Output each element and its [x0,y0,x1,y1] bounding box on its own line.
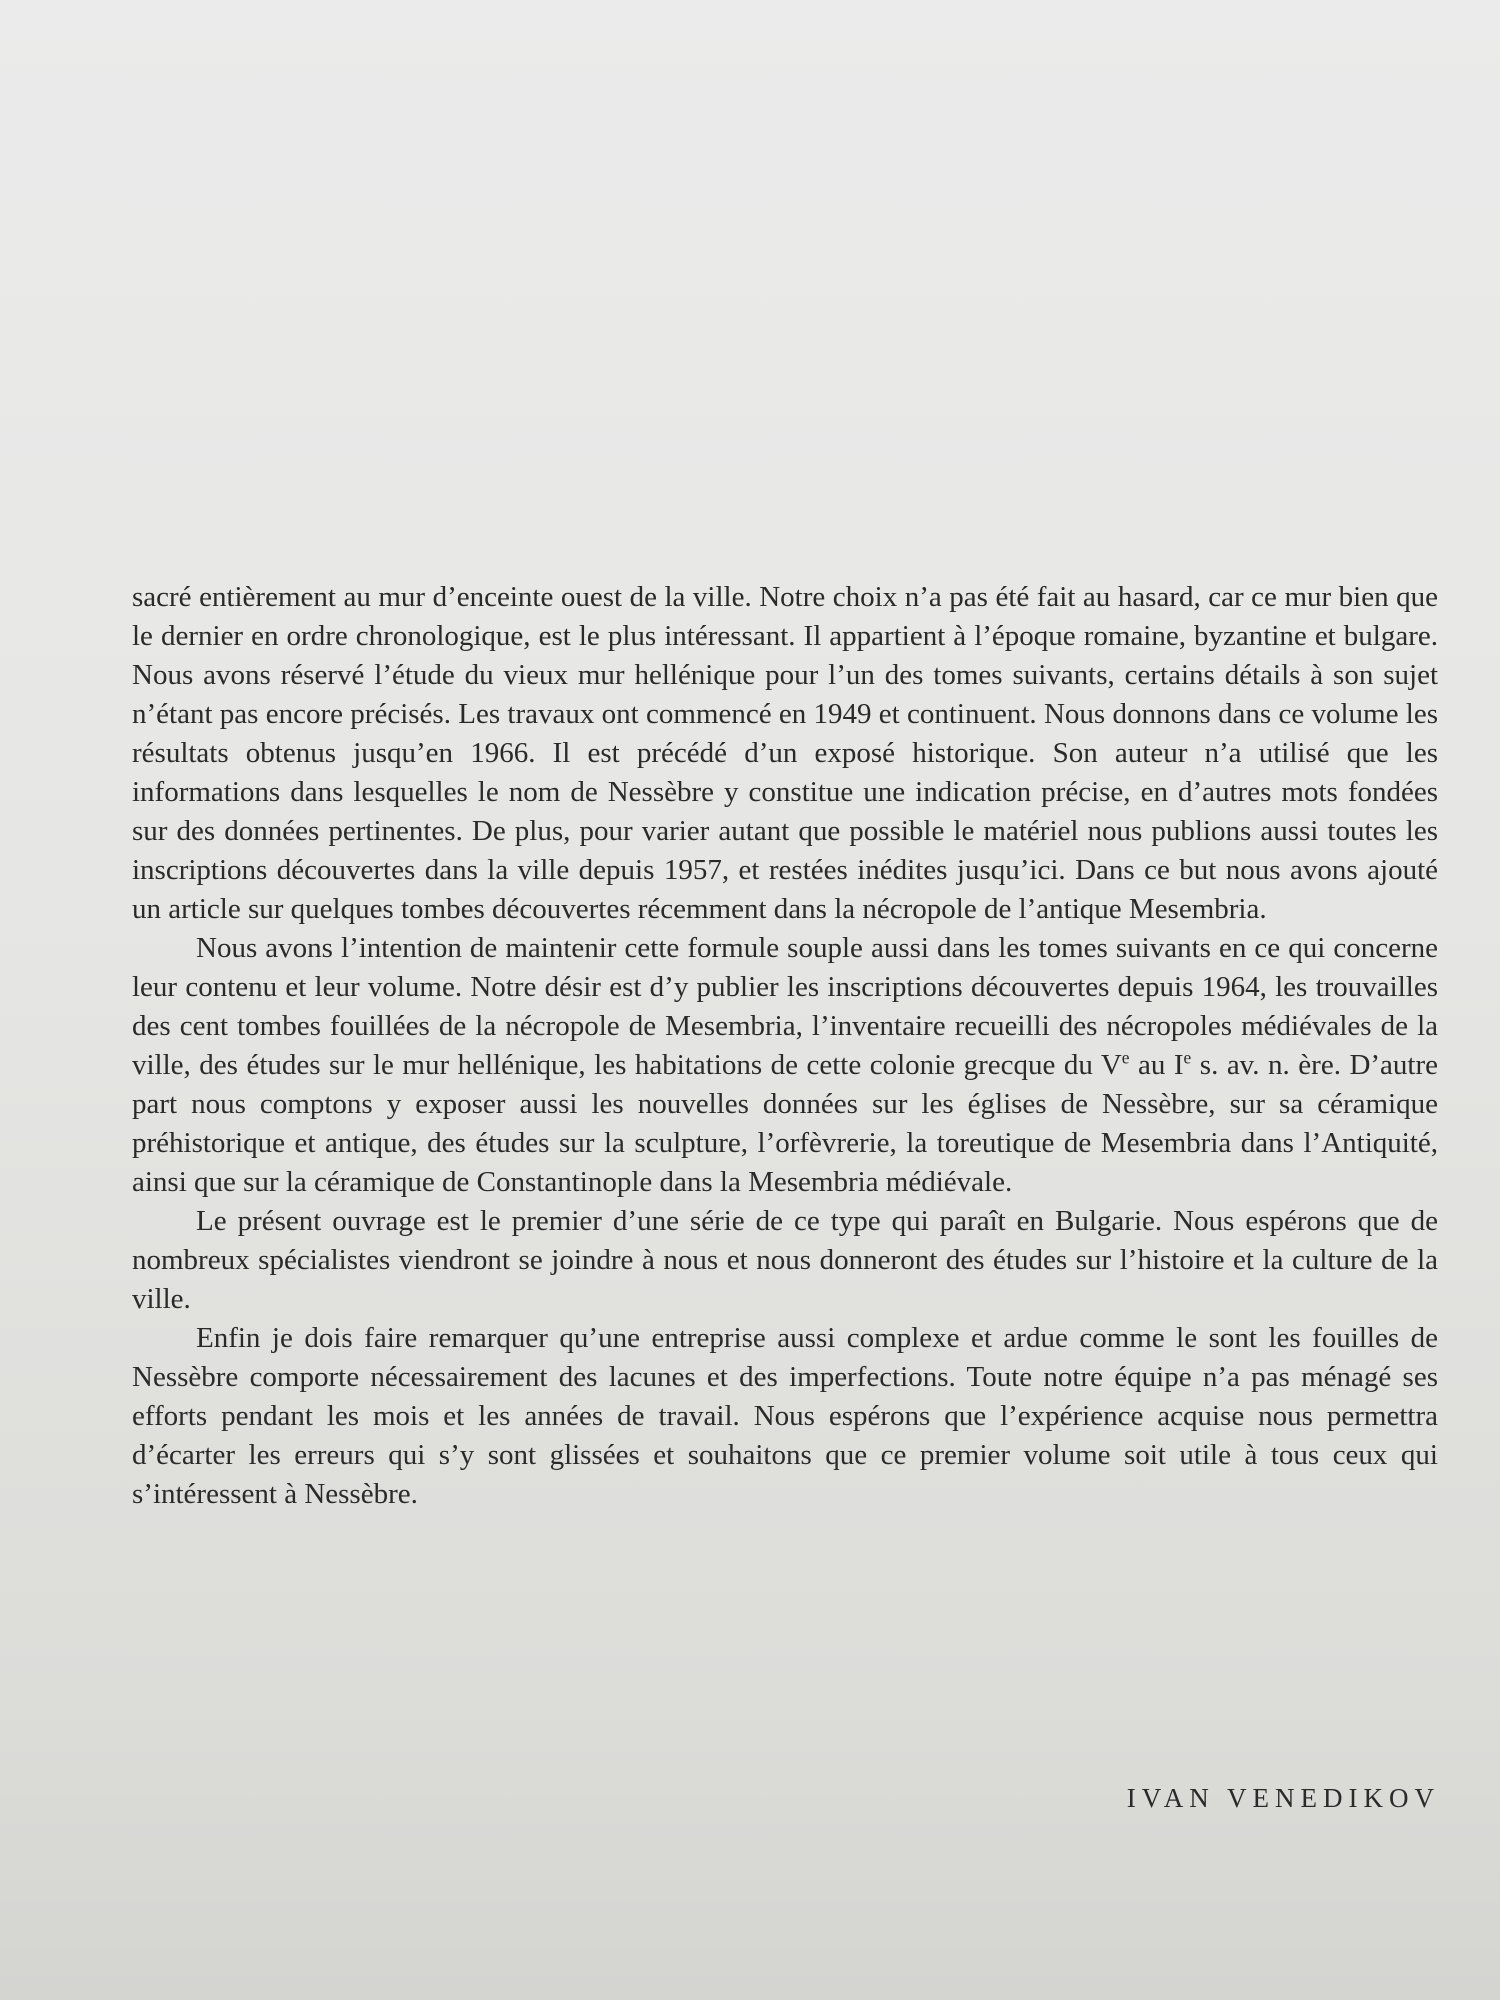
paragraph-4: Enfin je dois faire remarquer qu’une entreprise aussi complexe et ardue comme le sont les fouilles de Nessèbre comporte nécessairement des lacunes et des imperfections. Toute notre équipe n’a pas ménagé ses efforts pendant les mois et les années de travail. Nous espérons que l’expérience acquise nous permettra d’écarter les erreurs qui s’y sont glissées et souhaitons que ce premier volume soit utile à tous ceux qui s’intéressent à Nessèbre. [132,1322,1438,1510]
paragraph-2-part-1: Nous avons l’intention de maintenir cette formule souple aussi dans les tomes suivants en ce qui concerne leur contenu et leur volume. Notre désir est d’y publier les inscriptions découvertes depuis 1964, les trouvailles des cent tombes fouillées de la nécropole de Mesembria, l’inventaire recueilli des nécropoles médiévales de la ville, des études sur le mur hellénique, les habitations de cette colonie grecque du V [132,932,1438,1081]
paragraph-1: sacré entièrement au mur d’enceinte ouest de la ville. Notre choix n’a pas été fait au hasard, car ce mur bien que le dernier en ordre chronologique, est le plus intéressant. Il appartient à l’époque romaine, byzantine et bulgare. Nous avons réservé l’étude du vieux mur hellénique pour l’un des tomes suivants, certains détails à son sujet n’étant pas encore précisés. Les travaux ont commencé en 1949 et continuent. Nous donnons dans ce volume les résultats obtenus jusqu’en 1966. Il est précédé d’un exposé historique. Son auteur n’a utilisé que les informations dans lesquelles le nom de Nessèbre y constitue une indication précise, en d’autres mots fondées sur des données pertinentes. De plus, pour varier autant que possible le matériel nous publions aussi toutes les inscriptions découvertes dans la ville depuis 1957, et restées inédites jusqu’ici. Dans ce but nous avons ajouté un article sur quelques tombes découvertes récemment dans la nécropole de l’antique Mesembria. [132,581,1438,925]
paragraph-3: Le présent ouvrage est le premier d’une série de ce type qui paraît en Bulgarie. Nous espérons que de nombreux spécialistes viendront se joindre à nous et nous donneront des études sur l’histoire et la culture de la ville. [132,1205,1438,1315]
author-signature: IVAN VENEDIKOV [1126,1783,1440,1813]
century-superscript-1: e [1121,1047,1130,1068]
paragraph-2 [132,929,1438,1202]
century-superscript-2: e [1183,1047,1192,1068]
paragraph-2-part-3: s. av. n. ère. D’autre part nous comptons y exposer aussi les nouvelles données sur les églises de Nessèbre, sur sa céramique préhistorique et antique, des études sur la sculpture, l’orfèvrerie, la toreutique de Mesembria dans l’Antiquité, ainsi que sur la céramique de Constantinople dans la Mesembria médiévale. [132,1049,1439,1198]
paragraph-2-part-2: au I [1129,1049,1184,1081]
body-text [132,578,1438,1514]
